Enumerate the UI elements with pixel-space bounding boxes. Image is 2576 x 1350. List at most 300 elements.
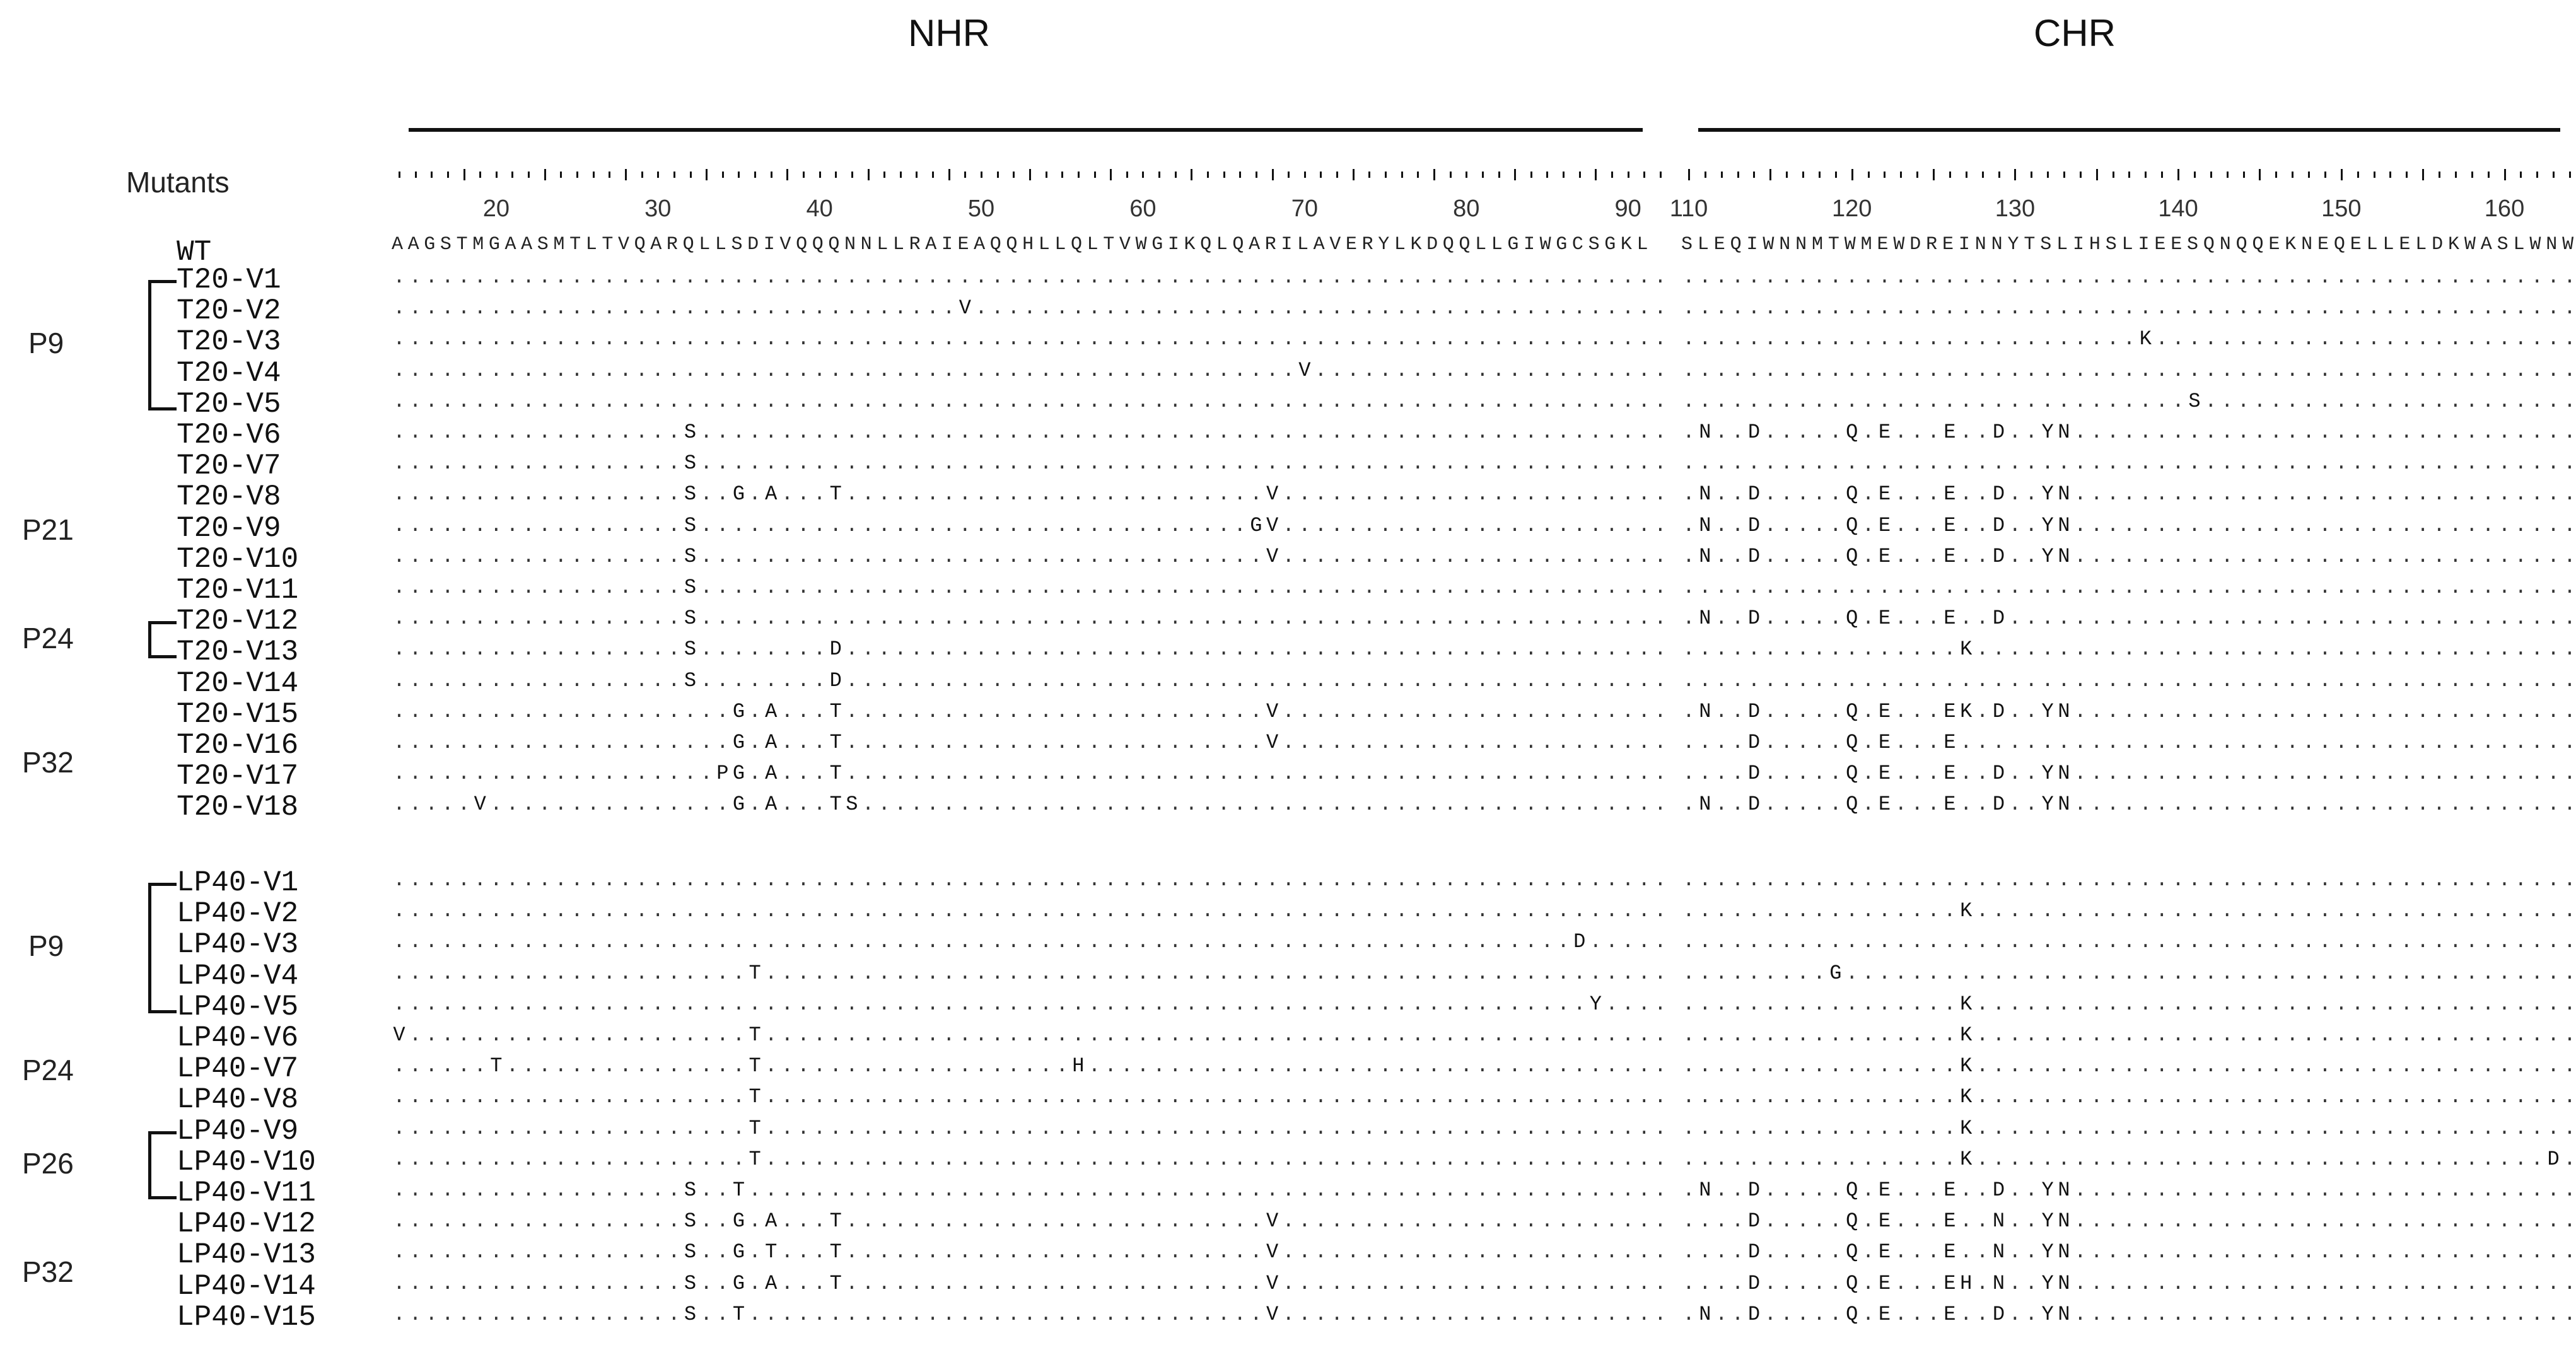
identity-dot: .	[1266, 671, 1278, 691]
identity-dot: .	[393, 994, 405, 1015]
identity-dot: .	[393, 361, 405, 381]
mutation-residue: D	[1993, 516, 2005, 536]
identity-dot: .	[603, 1149, 615, 1170]
identity-dot: .	[733, 267, 745, 288]
identity-dot: .	[2498, 1056, 2510, 1076]
identity-dot: .	[1509, 267, 1521, 288]
mutation-residue: G	[733, 702, 745, 722]
identity-dot: .	[813, 547, 825, 567]
identity-dot: .	[2498, 702, 2510, 722]
identity-dot: .	[1121, 733, 1133, 753]
identity-dot: .	[571, 1149, 583, 1170]
identity-dot: .	[1622, 1149, 1634, 1170]
identity-dot: .	[2368, 392, 2380, 412]
mutation-residue: D	[1993, 764, 2005, 784]
identity-dot: .	[1927, 639, 1939, 660]
identity-dot: .	[1072, 578, 1084, 598]
identity-dot: .	[1895, 702, 1907, 722]
identity-dot: .	[458, 422, 470, 443]
identity-dot: .	[2254, 1305, 2266, 1325]
identity-dot: .	[1428, 361, 1440, 381]
identity-dot: .	[1218, 1056, 1230, 1076]
identity-dot: .	[1363, 1119, 1375, 1139]
identity-dot: .	[571, 870, 583, 890]
identity-dot: .	[749, 484, 761, 504]
identity-dot: .	[1764, 392, 1776, 412]
identity-dot: .	[2009, 361, 2021, 381]
identity-dot: .	[991, 702, 1003, 722]
identity-dot: .	[1797, 1180, 1809, 1201]
identity-dot: .	[2302, 794, 2314, 815]
identity-dot: .	[701, 1274, 713, 1294]
identity-dot: .	[1911, 733, 1923, 753]
identity-dot: .	[2352, 267, 2363, 288]
identity-dot: .	[1862, 578, 1874, 598]
identity-dot: .	[991, 1180, 1003, 1201]
identity-dot: .	[2287, 639, 2299, 660]
identity-dot: .	[1218, 1149, 1230, 1170]
identity-dot: .	[701, 329, 713, 349]
identity-dot: .	[1250, 764, 1262, 784]
identity-dot: .	[1088, 516, 1100, 536]
identity-dot: .	[1379, 484, 1391, 504]
identity-dot: .	[1960, 1242, 1972, 1262]
identity-dot: .	[1976, 1211, 1988, 1231]
identity-dot: .	[1927, 1149, 1939, 1170]
identity-dot: .	[2221, 932, 2233, 952]
identity-dot: .	[1266, 453, 1278, 474]
ruler-tick	[2275, 172, 2277, 178]
identity-dot: .	[1813, 329, 1825, 349]
identity-dot: .	[2221, 578, 2233, 598]
identity-dot: .	[1460, 608, 1472, 629]
identity-dot: .	[2482, 392, 2494, 412]
identity-dot: .	[1622, 870, 1634, 890]
identity-dot: .	[1250, 392, 1262, 412]
identity-dot: .	[1153, 392, 1165, 412]
identity-dot: .	[2140, 392, 2152, 412]
identity-dot: .	[636, 963, 648, 984]
identity-dot: .	[943, 764, 955, 784]
identity-dot: .	[1879, 671, 1891, 691]
identity-dot: .	[716, 392, 728, 412]
identity-dot: .	[1121, 1180, 1133, 1201]
identity-dot: .	[2417, 392, 2429, 412]
identity-dot: .	[2188, 671, 2200, 691]
identity-dot: .	[975, 1242, 987, 1262]
identity-dot: .	[1509, 932, 1521, 952]
identity-dot: .	[1654, 963, 1666, 984]
identity-dot: .	[830, 994, 842, 1015]
identity-dot: .	[1315, 1025, 1327, 1045]
identity-dot: .	[2335, 1056, 2347, 1076]
identity-dot: .	[2548, 1180, 2560, 1201]
identity-dot: .	[1525, 1305, 1537, 1325]
identity-dot: .	[1363, 870, 1375, 890]
identity-dot: .	[2042, 1087, 2054, 1107]
identity-dot: .	[1315, 1211, 1327, 1231]
identity-dot: .	[2401, 578, 2413, 598]
identity-dot: .	[2352, 392, 2363, 412]
mutation-residue: N	[1699, 547, 1711, 567]
ruler-tick-major	[1514, 169, 1516, 180]
identity-dot: .	[1764, 1149, 1776, 1170]
identity-dot: .	[474, 963, 486, 984]
identity-dot: .	[1023, 1087, 1035, 1107]
identity-dot: .	[1201, 1056, 1213, 1076]
identity-dot: .	[1428, 1087, 1440, 1107]
identity-dot: .	[2254, 932, 2266, 952]
identity-dot: .	[1444, 422, 1456, 443]
identity-dot: .	[1250, 639, 1262, 660]
identity-dot: .	[1121, 870, 1133, 890]
identity-dot: .	[1573, 422, 1585, 443]
identity-dot: .	[684, 963, 696, 984]
identity-dot: .	[2123, 516, 2135, 536]
identity-dot: .	[2548, 639, 2560, 660]
identity-dot: .	[1911, 484, 1923, 504]
identity-dot: .	[1606, 932, 1617, 952]
identity-dot: .	[943, 547, 955, 567]
variant-name: LP40-V3	[177, 930, 298, 959]
identity-dot: .	[652, 453, 664, 474]
identity-dot: .	[2025, 1274, 2037, 1294]
identity-dot: .	[2270, 963, 2282, 984]
identity-dot: .	[2287, 794, 2299, 815]
identity-dot: .	[2270, 764, 2282, 784]
identity-dot: .	[1654, 901, 1666, 921]
variant-name: LP40-V2	[177, 899, 298, 928]
identity-dot: .	[2417, 578, 2429, 598]
identity-dot: .	[523, 1274, 535, 1294]
mutation-residue: D	[1993, 794, 2005, 815]
identity-dot: .	[652, 1274, 664, 1294]
identity-dot: .	[1638, 1211, 1650, 1231]
identity-dot: .	[1023, 1211, 1035, 1231]
identity-dot: .	[1088, 1119, 1100, 1139]
identity-dot: .	[603, 422, 615, 443]
identity-dot: .	[830, 298, 842, 318]
identity-dot: .	[1682, 1180, 1694, 1201]
identity-dot: .	[2531, 516, 2543, 536]
identity-dot: .	[2498, 453, 2510, 474]
identity-dot: .	[2058, 963, 2070, 984]
identity-dot: .	[975, 794, 987, 815]
identity-dot: .	[1699, 764, 1711, 784]
identity-dot: .	[1056, 1305, 1068, 1325]
identity-dot: .	[959, 329, 971, 349]
identity-dot: .	[765, 298, 777, 318]
identity-dot: .	[1927, 1025, 1939, 1045]
identity-dot: .	[1699, 1211, 1711, 1231]
ruler-tick	[2439, 172, 2440, 178]
identity-dot: .	[393, 267, 405, 288]
identity-dot: .	[846, 329, 858, 349]
identity-dot: .	[409, 1274, 421, 1294]
position-label: 130	[1995, 195, 2035, 223]
identity-dot: .	[1797, 1274, 1809, 1294]
identity-dot: .	[2417, 1025, 2429, 1045]
identity-dot: .	[458, 1149, 470, 1170]
identity-dot: .	[2009, 702, 2021, 722]
identity-dot: .	[701, 963, 713, 984]
identity-dot: .	[1590, 392, 1602, 412]
identity-dot: .	[2042, 901, 2054, 921]
identity-dot: .	[1976, 639, 1988, 660]
identity-dot: .	[474, 1211, 486, 1231]
identity-dot: .	[2237, 764, 2249, 784]
identity-dot: .	[2237, 1149, 2249, 1170]
wt-sequence-nhr: AAGSTMGAASMTLTVQARQLLSDIVQQQNNLLRAIEAQQHLLQLTVWGIKQLQARILAVERYLKDQQLLGIWGCSGKL	[392, 235, 1653, 254]
identity-dot: .	[2188, 639, 2200, 660]
identity-dot: .	[797, 392, 809, 412]
identity-dot: .	[797, 901, 809, 921]
identity-dot: .	[1266, 870, 1278, 890]
identity-dot: .	[1169, 547, 1181, 567]
identity-dot: .	[830, 547, 842, 567]
identity-dot: .	[1525, 329, 1537, 349]
identity-dot: .	[1797, 702, 1809, 722]
identity-dot: .	[1879, 298, 1891, 318]
identity-dot: .	[1509, 578, 1521, 598]
identity-dot: .	[1654, 608, 1666, 629]
identity-dot: .	[1347, 1305, 1359, 1325]
identity-dot: .	[1699, 267, 1711, 288]
identity-dot: .	[2287, 733, 2299, 753]
identity-dot: .	[2107, 422, 2119, 443]
identity-dot: .	[2417, 608, 2429, 629]
identity-dot: .	[1476, 1087, 1488, 1107]
identity-dot: .	[441, 1056, 453, 1076]
identity-dot: .	[1444, 1087, 1456, 1107]
identity-dot: .	[1862, 794, 1874, 815]
identity-dot: .	[1412, 764, 1424, 784]
identity-dot: .	[2482, 1025, 2494, 1045]
identity-dot: .	[1283, 578, 1295, 598]
identity-dot: .	[943, 639, 955, 660]
identity-dot: .	[1023, 361, 1035, 381]
identity-dot: .	[619, 733, 631, 753]
identity-dot: .	[1541, 267, 1553, 288]
identity-dot: .	[1622, 392, 1634, 412]
identity-dot: .	[1638, 392, 1650, 412]
identity-dot: .	[749, 1274, 761, 1294]
identity-dot: .	[813, 1211, 825, 1231]
identity-dot: .	[1201, 453, 1213, 474]
identity-dot: .	[1764, 1025, 1776, 1045]
identity-dot: .	[1879, 1056, 1891, 1076]
identity-dot: .	[2270, 422, 2282, 443]
identity-dot: .	[975, 1274, 987, 1294]
identity-dot: .	[1460, 639, 1472, 660]
identity-dot: .	[2221, 361, 2233, 381]
identity-dot: .	[426, 392, 438, 412]
identity-dot: .	[1153, 422, 1165, 443]
identity-dot: .	[765, 1305, 777, 1325]
identity-dot: .	[1638, 329, 1650, 349]
identity-dot: .	[1699, 901, 1711, 921]
identity-dot: .	[1638, 901, 1650, 921]
identity-dot: .	[2466, 422, 2478, 443]
identity-dot: .	[1606, 267, 1617, 288]
identity-dot: .	[1573, 1305, 1585, 1325]
identity-dot: .	[1186, 794, 1198, 815]
identity-dot: .	[2237, 994, 2249, 1015]
identity-dot: .	[2074, 1087, 2086, 1107]
identity-dot: .	[1315, 671, 1327, 691]
identity-dot: .	[603, 901, 615, 921]
ruler-tick	[2471, 172, 2473, 178]
identity-dot: .	[959, 516, 971, 536]
identity-dot: .	[1976, 453, 1988, 474]
identity-dot: .	[409, 901, 421, 921]
identity-dot: .	[1781, 1025, 1793, 1045]
identity-dot: .	[1428, 1025, 1440, 1045]
identity-dot: .	[652, 392, 664, 412]
identity-dot: .	[975, 547, 987, 567]
identity-dot: .	[781, 994, 793, 1015]
identity-dot: .	[716, 639, 728, 660]
identity-dot: .	[2254, 361, 2266, 381]
identity-dot: .	[1331, 901, 1343, 921]
identity-dot: .	[1428, 702, 1440, 722]
identity-dot: .	[846, 267, 858, 288]
identity-dot: .	[1153, 963, 1165, 984]
identity-dot: .	[975, 702, 987, 722]
identity-dot: .	[2433, 1274, 2445, 1294]
identity-dot: .	[991, 1211, 1003, 1231]
identity-dot: .	[555, 267, 567, 288]
identity-dot: .	[2107, 1180, 2119, 1201]
identity-dot: .	[1960, 733, 1972, 753]
identity-dot: .	[603, 1242, 615, 1262]
identity-dot: .	[1606, 733, 1617, 753]
identity-dot: .	[701, 1149, 713, 1170]
identity-dot: .	[2188, 1211, 2200, 1231]
identity-dot: .	[426, 963, 438, 984]
identity-dot: .	[2302, 422, 2314, 443]
identity-dot: .	[1460, 870, 1472, 890]
identity-dot: .	[474, 1087, 486, 1107]
identity-dot: .	[1911, 1180, 1923, 1201]
mutation-residue: T	[749, 1025, 761, 1045]
mutation-residue: N	[2058, 702, 2070, 722]
identity-dot: .	[2352, 1087, 2363, 1107]
identity-dot: .	[765, 547, 777, 567]
identity-dot: .	[911, 1119, 923, 1139]
identity-dot: .	[2156, 298, 2168, 318]
identity-dot: .	[1056, 1274, 1068, 1294]
identity-dot: .	[2368, 1149, 2380, 1170]
identity-dot: .	[2074, 578, 2086, 598]
identity-dot: .	[1250, 1305, 1262, 1325]
identity-dot: .	[1654, 422, 1666, 443]
identity-dot: .	[1715, 608, 1727, 629]
identity-dot: .	[1699, 1242, 1711, 1262]
identity-dot: .	[2221, 1025, 2233, 1045]
identity-dot: .	[458, 1025, 470, 1045]
identity-dot: .	[1137, 1180, 1149, 1201]
identity-dot: .	[571, 1119, 583, 1139]
identity-dot: .	[2287, 1305, 2299, 1325]
identity-dot: .	[991, 392, 1003, 412]
identity-dot: .	[1715, 764, 1727, 784]
mutation-residue: N	[2058, 1211, 2070, 1231]
identity-dot: .	[1460, 1119, 1472, 1139]
identity-dot: .	[2221, 422, 2233, 443]
mutation-residue: V	[474, 794, 486, 815]
identity-dot: .	[2482, 963, 2494, 984]
identity-dot: .	[1250, 1211, 1262, 1231]
identity-dot: .	[2368, 639, 2380, 660]
identity-dot: .	[458, 733, 470, 753]
identity-dot: .	[555, 994, 567, 1015]
identity-dot: .	[1557, 484, 1569, 504]
identity-dot: .	[2205, 1305, 2217, 1325]
identity-dot: .	[2319, 1305, 2331, 1325]
identity-dot: .	[733, 392, 745, 412]
identity-dot: .	[1056, 994, 1068, 1015]
identity-dot: .	[1201, 733, 1213, 753]
identity-dot: .	[749, 547, 761, 567]
identity-dot: .	[2140, 671, 2152, 691]
mutation-residue: Y	[2042, 547, 2054, 567]
identity-dot: .	[1682, 1149, 1694, 1170]
identity-dot: .	[2156, 608, 2168, 629]
identity-dot: .	[1541, 963, 1553, 984]
identity-dot: .	[2417, 298, 2429, 318]
identity-dot: .	[668, 1149, 680, 1170]
identity-dot: .	[1993, 392, 2005, 412]
identity-dot: .	[1813, 994, 1825, 1015]
identity-dot: .	[781, 733, 793, 753]
identity-dot: .	[2237, 1242, 2249, 1262]
identity-dot: .	[749, 267, 761, 288]
identity-dot: .	[749, 298, 761, 318]
mutation-residue: D	[1748, 1211, 1760, 1231]
identity-dot: .	[1331, 453, 1343, 474]
identity-dot: .	[506, 267, 518, 288]
identity-dot: .	[1622, 764, 1634, 784]
identity-dot: .	[2449, 671, 2461, 691]
identity-dot: .	[927, 1087, 939, 1107]
mutation-residue: E	[1879, 702, 1891, 722]
identity-dot: .	[587, 578, 599, 598]
identity-dot: .	[1797, 329, 1809, 349]
identity-dot: .	[1201, 994, 1213, 1015]
identity-dot: .	[2107, 361, 2119, 381]
identity-dot: .	[2042, 453, 2054, 474]
identity-dot: .	[1781, 994, 1793, 1015]
identity-dot: .	[2352, 963, 2363, 984]
identity-dot: .	[1895, 794, 1907, 815]
identity-dot: .	[506, 1056, 518, 1076]
identity-dot: .	[943, 392, 955, 412]
identity-dot: .	[2466, 516, 2478, 536]
identity-dot: .	[587, 361, 599, 381]
mutation-residue: D	[1993, 1180, 2005, 1201]
identity-dot: .	[2563, 1242, 2575, 1262]
mutation-residue: S	[2188, 392, 2200, 412]
identity-dot: .	[1169, 994, 1181, 1015]
identity-dot: .	[539, 547, 551, 567]
identity-dot: .	[1121, 1211, 1133, 1231]
identity-dot: .	[2025, 453, 2037, 474]
identity-dot: .	[587, 963, 599, 984]
identity-dot: .	[2090, 392, 2102, 412]
identity-dot: .	[1396, 1119, 1407, 1139]
identity-dot: .	[1298, 516, 1310, 536]
